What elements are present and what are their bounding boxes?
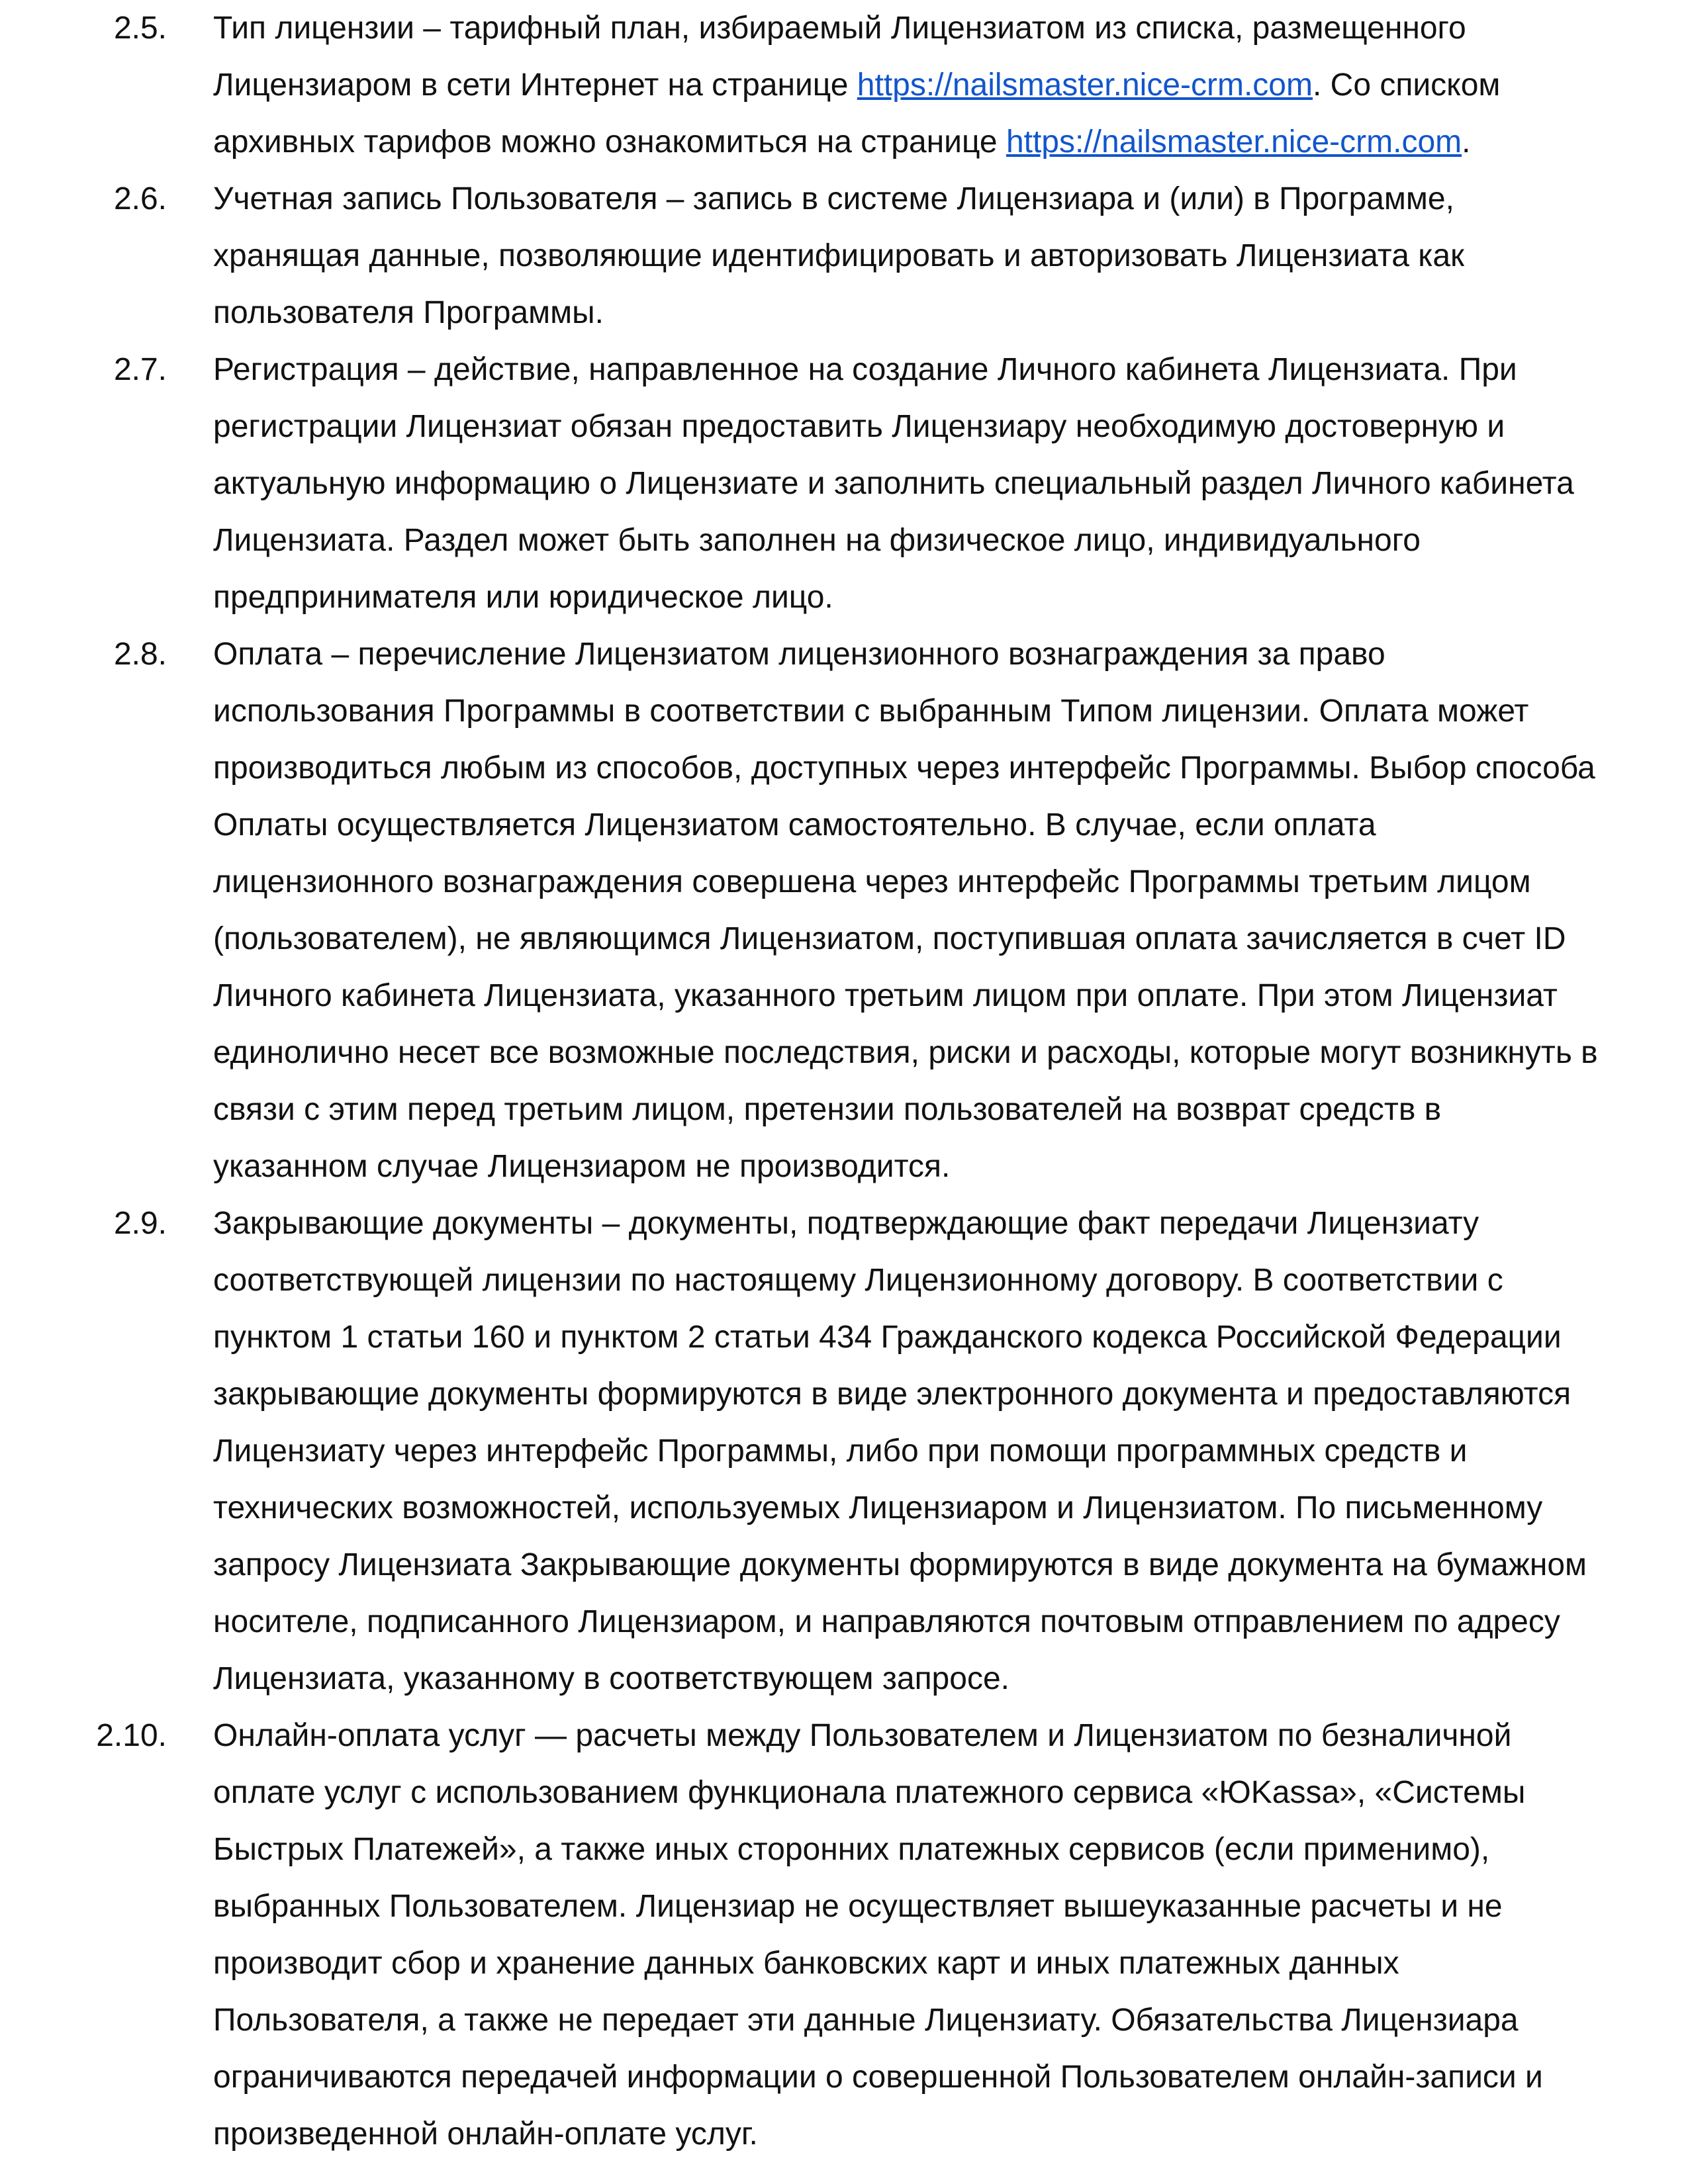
text-line: Оплата – перечисление Лицензиатом лицензионного вознаграждения за право xyxy=(213,637,1385,672)
text-line: Учетная запись Пользователя – запись в системе Лицензиара и (или) в Программе, xyxy=(213,181,1454,216)
text-line: произведенной онлайн-оплате услуг. xyxy=(213,2116,758,2152)
text-line: актуальную информацию о Лицензиате и заполнить специальный раздел Личного кабинета xyxy=(213,466,1574,501)
text-segment: Лицензиаром в сети Интернет на странице xyxy=(213,68,857,103)
text-line: Тип лицензии – тарифный план, избираемый Лицензиатом из списка, размещенного xyxy=(213,11,1466,46)
clause-text xyxy=(213,0,1669,171)
text-line: Лицензиата. Раздел может быть заполнен на физическое лицо, индивидуального xyxy=(213,523,1421,558)
text-line: пунктом 1 статьи 160 и пунктом 2 статьи 434 Гражданского кодекса Российской Федерации xyxy=(213,1320,1562,1355)
clause-text xyxy=(213,626,1669,1195)
text-line: оплате услуг с использованием функционала платежного сервиса «ЮKassa», «Системы xyxy=(213,1775,1526,1810)
text-line: Оплаты осуществляется Лицензиатом самостоятельно. В случае, если оплата xyxy=(213,807,1376,842)
text-line: Быстрых Платежей», а также иных сторонних платежных сервисов (если применимо), xyxy=(213,1832,1490,1867)
text-line: ограничиваются передачей информации о совершенной Пользователем онлайн-записи и xyxy=(213,2060,1543,2095)
text-line: Лицензиата, указанному в соответствующем запросе. xyxy=(213,1661,1009,1696)
text-line xyxy=(213,57,1669,114)
clause-text xyxy=(213,1707,1669,2163)
clause-text xyxy=(213,171,1669,341)
text-line: указанном случае Лицензиаром не производится. xyxy=(213,1149,951,1184)
nailsmaster-link[interactable]: https://nailsmaster.nice-crm.com xyxy=(857,68,1313,103)
text-segment: . xyxy=(1462,124,1471,159)
text-line: Закрывающие документы – документы, подтверждающие факт передачи Лицензиату xyxy=(213,1206,1479,1241)
clause-number: 2.10. xyxy=(96,1718,167,1753)
text-line: Личного кабинета Лицензиата, указанного третьим лицом при оплате. При этом Лицензиат xyxy=(213,978,1558,1013)
text-line: выбранных Пользователем. Лицензиар не осуществляет вышеуказанные расчеты и не xyxy=(213,1889,1503,1924)
text-line: единолично несет все возможные последствия, риски и расходы, которые могут возникнуть в xyxy=(213,1035,1598,1070)
clause-number: 2.6. xyxy=(113,181,167,216)
text-line: хранящая данные, позволяющие идентифицировать и авторизовать Лицензиата как xyxy=(213,238,1465,273)
clause-number: 2.9. xyxy=(113,1206,167,1241)
text-line: регистрации Лицензиат обязан предоставить Лицензиару необходимую достоверную и xyxy=(213,409,1505,444)
clause-text xyxy=(213,1195,1669,1707)
clause-number: 2.5. xyxy=(113,11,167,46)
text-line: Регистрация – действие, направленное на создание Личного кабинета Лицензиата. При xyxy=(213,352,1517,387)
text-line: Лицензиату через интерфейс Программы, либо при помощи программных средств и xyxy=(213,1433,1468,1469)
text-line: технических возможностей, используемых Лицензиаром и Лицензиатом. По письменному xyxy=(213,1490,1543,1525)
text-line: соответствующей лицензии по настоящему Лицензионному договору. В соответствии с xyxy=(213,1263,1503,1298)
clause-number: 2.8. xyxy=(113,637,167,672)
text-line: Пользователя, а также не передает эти данные Лицензиату. Обязательства Лицензиара xyxy=(213,2003,1519,2038)
text-segment: архивных тарифов можно ознакомиться на странице xyxy=(213,124,1006,159)
text-line: использования Программы в соответствии с выбранным Типом лицензии. Оплата может xyxy=(213,694,1529,729)
clause-number: 2.7. xyxy=(113,352,167,387)
text-line: производит сбор и хранение данных банковских карт и иных платежных данных xyxy=(213,1946,1399,1981)
text-line: (пользователем), не являющимся Лицензиатом, поступившая оплата зачисляется в счет ID xyxy=(213,921,1566,956)
nailsmaster-archive-link[interactable]: https://nailsmaster.nice-crm.com xyxy=(1006,124,1462,159)
text-line: пользователя Программы. xyxy=(213,295,604,330)
text-segment: . Со списком xyxy=(1312,68,1501,103)
clause-text xyxy=(213,341,1669,626)
text-line: предпринимателя или юридическое лицо. xyxy=(213,580,833,615)
text-line: связи с этим перед третьим лицом, претензии пользователей на возврат средств в xyxy=(213,1092,1442,1127)
text-line xyxy=(213,114,1669,171)
text-line: производиться любым из способов, доступных через интерфейс Программы. Выбор способа xyxy=(213,751,1595,786)
text-line: носителе, подписанного Лицензиаром, и направляются почтовым отправлением по адресу xyxy=(213,1604,1560,1639)
text-line: запросу Лицензиата Закрывающие документы формируются в виде документа на бумажном xyxy=(213,1547,1587,1582)
text-line: закрывающие документы формируются в виде электронного документа и предоставляются xyxy=(213,1377,1571,1412)
text-line: лицензионного вознаграждения совершена через интерфейс Программы третьим лицом xyxy=(213,864,1531,899)
text-line: Онлайн-оплата услуг — расчеты между Пользователем и Лицензиатом по безналичной xyxy=(213,1718,1512,1753)
